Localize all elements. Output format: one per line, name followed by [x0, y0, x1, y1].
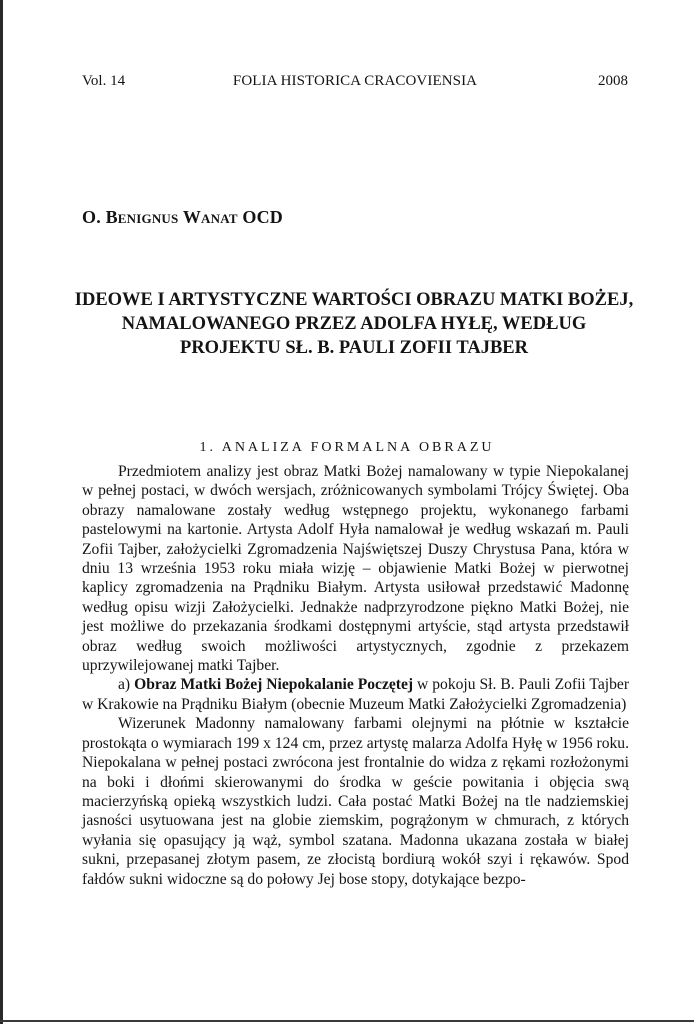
article-title: IDEOWE I ARTYSTYCZNE WARTOŚCI OBRAZU MATKI BOŻEJ, NAMALOWANEGO PRZEZ ADOLFA HYŁĘ, WEDŁUG PROJEKTU SŁ. B. PAULI ZOFII TAJBER: [74, 290, 634, 358]
section-heading: 1. ANALIZA FORMALNA OBRAZU: [199, 440, 495, 455]
scan-bottom-edge: [0, 1020, 694, 1022]
scan-left-edge: [0, 0, 3, 1024]
subheading-title: Obraz Matki Bożej Niepokalanie Poczętej: [134, 676, 414, 694]
volume-number: Vol. 14: [82, 73, 126, 89]
article-author: O. Benignus Wanat OCD: [82, 207, 283, 227]
article-body: [82, 462, 629, 889]
paragraph-subheading: [82, 675, 629, 714]
running-header: [82, 73, 628, 93]
paragraph: Wizerunek Madonny namalowany farbami olejnymi na płótnie w kształcie prostokąta o wymiarach 199 x 124 cm, przez artystę malarza Adolfa Hyłę w 1956 roku. Niepokalana w pełnej postaci zwrócona jest frontalnie do widza z rękami rozłożonymi na boki i dłońmi skierowanymi do środka w geście powitania i objęcia swą macierzyńską opieką wszystkich ludzi. Cała postać Matki Bożej na tle nadziemskiej jasności usytuowana jest na globie ziemskim, pogrążonym w chmurach, z których wyłania się opasujący ją wąż, symbol szatana. Madonna ukazana została w białej sukni, przepasanej złotym pasem, ze złocistą bordiurą wokół szyi i rękawów. Spod fałdów sukni widoczne są do połowy Jej bose stopy, dotykające bezpo-: [82, 715, 629, 888]
subheading-rest: w pokoju Sł. B. Pauli Zofii Tajber w Krakowie na Prądniku Białym (obecnie Muzeum Matki Założycielki Zgromadzenia): [82, 676, 630, 713]
journal-title: FOLIA HISTORICA CRACOVIENSIA: [232, 73, 478, 89]
publication-year: 2008: [598, 73, 628, 89]
paragraph: Przedmiotem analizy jest obraz Matki Bożej namalowany w typie Niepokalanej w pełnej postaci, w dwóch wersjach, zróżnicowanych symbolami Trójcy Świętej. Oba obrazy namalowane zostały według wstępnego projektu, wykonanego farbami pastelowymi na kartonie. Artysta Adolf Hyła namalował je według wskazań m. Pauli Zofii Tajber, założycielki Zgromadzenia Najświętszej Duszy Chrystusa Pana, która w dniu 13 września 1953 roku miała wizję – objawienie Matki Bożej w pierwotnej kaplicy zgromadzenia na Prądniku Białym. Artysta usiłował przedstawić Madonnę według opisu wizji Założycielki. Jednakże nadprzyrodzone piękno Matki Bożej, nie jest możliwe do przekazania środkami dostępnymi artyście, stąd artysta przedstawił obraz według swoich możliwości artystycznych, zgodnie z przekazem uprzywilejowanej matki Tajber.: [82, 463, 629, 675]
subheading-label: a): [118, 676, 135, 694]
